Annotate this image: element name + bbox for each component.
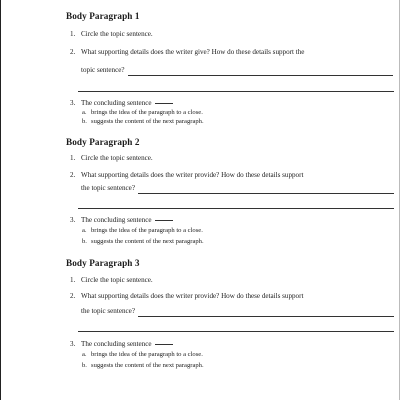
option-letter: a. bbox=[82, 227, 87, 234]
section-heading: Body Paragraph 1 bbox=[66, 11, 140, 21]
page-left-edge bbox=[0, 0, 1, 400]
option-letter: a. bbox=[82, 109, 87, 116]
answer-line[interactable] bbox=[78, 331, 394, 332]
option-text: brings the idea of the paragraph to a close. bbox=[91, 351, 203, 358]
option-text: brings the idea of the paragraph to a close. bbox=[91, 227, 203, 234]
question-text: topic sentence? bbox=[81, 66, 125, 74]
question-text: The concluding sentence bbox=[81, 216, 152, 224]
answer-line[interactable] bbox=[78, 208, 394, 209]
question-number: 3. bbox=[70, 216, 76, 224]
answer-blank[interactable] bbox=[155, 103, 173, 104]
answer-line[interactable] bbox=[138, 193, 394, 194]
question-text: The concluding sentence bbox=[81, 340, 152, 348]
question-text: What supporting details does the writer provide? How do these details support bbox=[81, 292, 304, 300]
option-text: suggests the content of the next paragraph. bbox=[91, 238, 204, 245]
option-letter: b. bbox=[82, 362, 87, 369]
question-text: Circle the topic sentence. bbox=[81, 276, 153, 284]
option-letter: a. bbox=[82, 351, 87, 358]
question-number: 3. bbox=[70, 99, 76, 107]
answer-line[interactable] bbox=[138, 316, 394, 317]
question-text: the topic sentence? bbox=[81, 184, 135, 192]
answer-blank[interactable] bbox=[155, 344, 173, 345]
question-text: What supporting details does the writer give? How do these details support the bbox=[81, 48, 305, 56]
option-text: suggests the content of the next paragraph. bbox=[91, 362, 204, 369]
answer-blank[interactable] bbox=[155, 220, 173, 221]
question-number: 3. bbox=[70, 340, 76, 348]
question-text: Circle the topic sentence. bbox=[81, 30, 153, 38]
question-number: 1. bbox=[70, 276, 76, 284]
answer-line[interactable] bbox=[78, 91, 394, 92]
question-number: 1. bbox=[70, 154, 76, 162]
question-number: 2. bbox=[70, 292, 76, 300]
answer-line[interactable] bbox=[128, 75, 393, 76]
question-number: 2. bbox=[70, 48, 76, 56]
question-text: Circle the topic sentence. bbox=[81, 154, 153, 162]
question-text: the topic sentence? bbox=[81, 307, 135, 315]
option-letter: b. bbox=[82, 238, 87, 245]
option-letter: b. bbox=[82, 118, 87, 125]
section-heading: Body Paragraph 3 bbox=[66, 258, 140, 268]
question-text: What supporting details does the writer provide? How do these details support bbox=[81, 171, 304, 179]
question-text: The concluding sentence bbox=[81, 99, 152, 107]
option-text: suggests the content of the next paragraph. bbox=[91, 118, 204, 125]
question-number: 2. bbox=[70, 171, 76, 179]
section-heading: Body Paragraph 2 bbox=[66, 137, 140, 147]
option-text: brings the idea of the paragraph to a close. bbox=[91, 109, 203, 116]
question-number: 1. bbox=[70, 30, 76, 38]
